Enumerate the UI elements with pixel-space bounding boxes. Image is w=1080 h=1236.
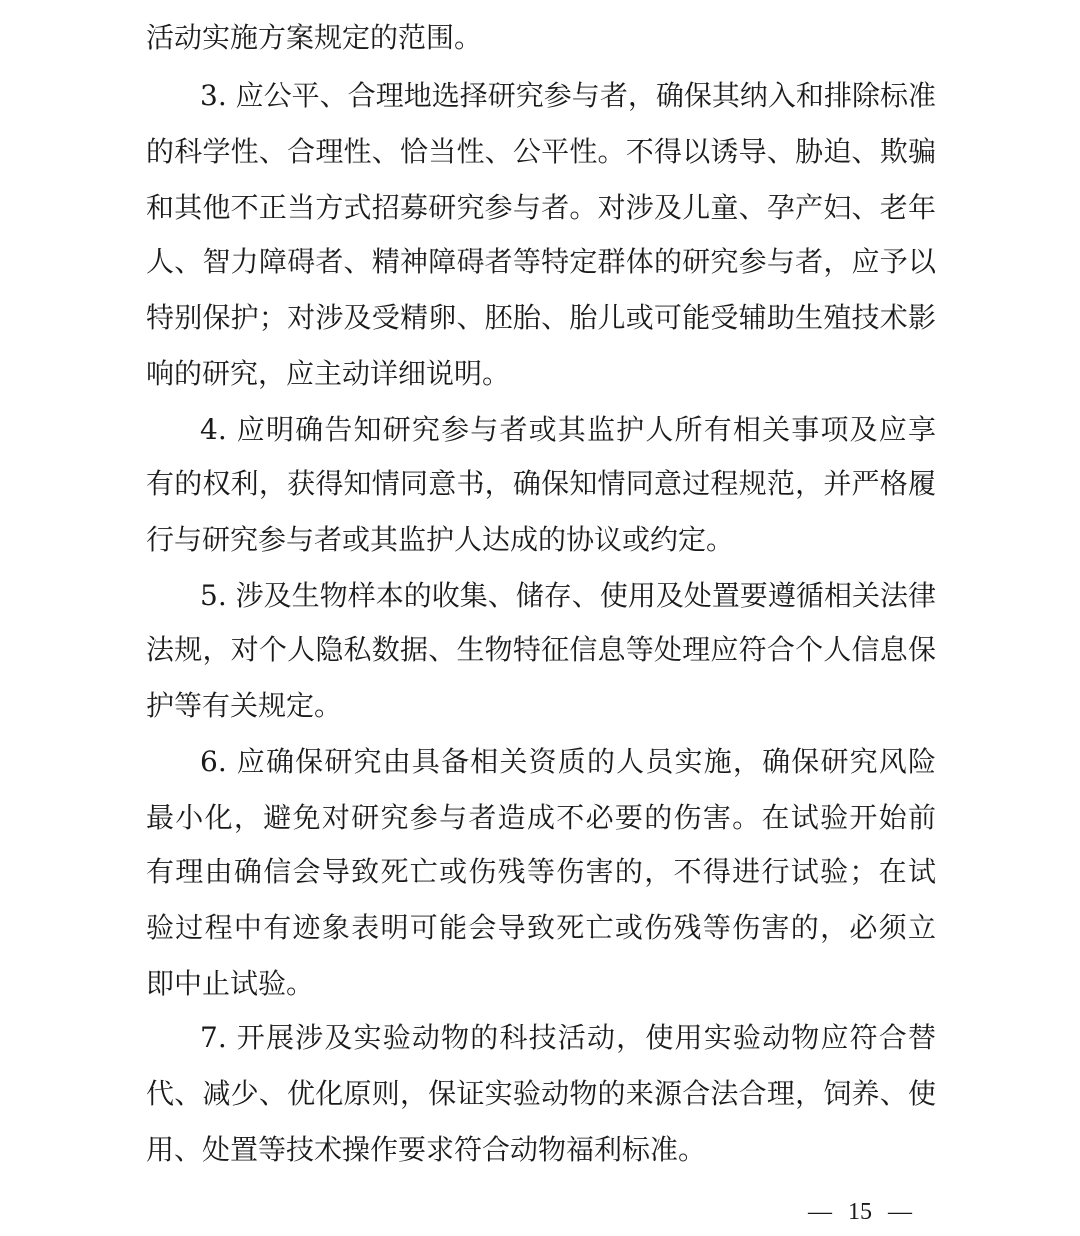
text-line: 法规，对个人隐私数据、生物特征信息等处理应符合个人信息保	[146, 633, 936, 666]
text-line: 人、智力障碍者、精神障碍者等特定群体的研究参与者，应予以	[146, 245, 936, 278]
text-line: 用、处置等技术操作要求符合动物福利标准。	[146, 1133, 707, 1166]
text-line: 即中止试验。	[146, 967, 315, 1000]
text-line: 3. 应公平、合理地选择研究参与者，确保其纳入和排除标准	[200, 79, 936, 112]
page-number: — 15 —	[808, 1199, 912, 1225]
text-line: 7. 开展涉及实验动物的科技活动，使用实验动物应符合替	[200, 1021, 936, 1054]
text-line: 4. 应明确告知研究参与者或其监护人所有相关事项及应享	[200, 413, 936, 446]
text-line: 有的权利，获得知情同意书，确保知情同意过程规范，并严格履	[146, 467, 936, 500]
text-line: 验过程中有迹象表明可能会导致死亡或伤残等伤害的，必须立	[146, 911, 936, 944]
text-line: 和其他不正当方式招募研究参与者。对涉及儿童、孕产妇、老年	[146, 191, 936, 224]
text-line: 特别保护；对涉及受精卵、胚胎、胎儿或可能受辅助生殖技术影	[146, 301, 936, 334]
text-line: 行与研究参与者或其监护人达成的协议或约定。	[146, 523, 735, 556]
text-line: 5. 涉及生物样本的收集、储存、使用及处置要遵循相关法律	[200, 579, 936, 612]
text-line: 护等有关规定。	[146, 689, 343, 722]
text-line: 响的研究，应主动详细说明。	[146, 357, 511, 390]
text-line: 的科学性、合理性、恰当性、公平性。不得以诱导、胁迫、欺骗	[146, 135, 936, 168]
text-line: 代、减少、优化原则，保证实验动物的来源合法合理，饲养、使	[146, 1077, 936, 1110]
text-line: 活动实施方案规定的范围。	[146, 21, 483, 54]
text-line: 6. 应确保研究由具备相关资质的人员实施，确保研究风险	[200, 745, 936, 778]
text-line: 有理由确信会导致死亡或伤残等伤害的，不得进行试验；在试	[146, 855, 936, 888]
text-line: 最小化，避免对研究参与者造成不必要的伤害。在试验开始前	[146, 801, 936, 834]
